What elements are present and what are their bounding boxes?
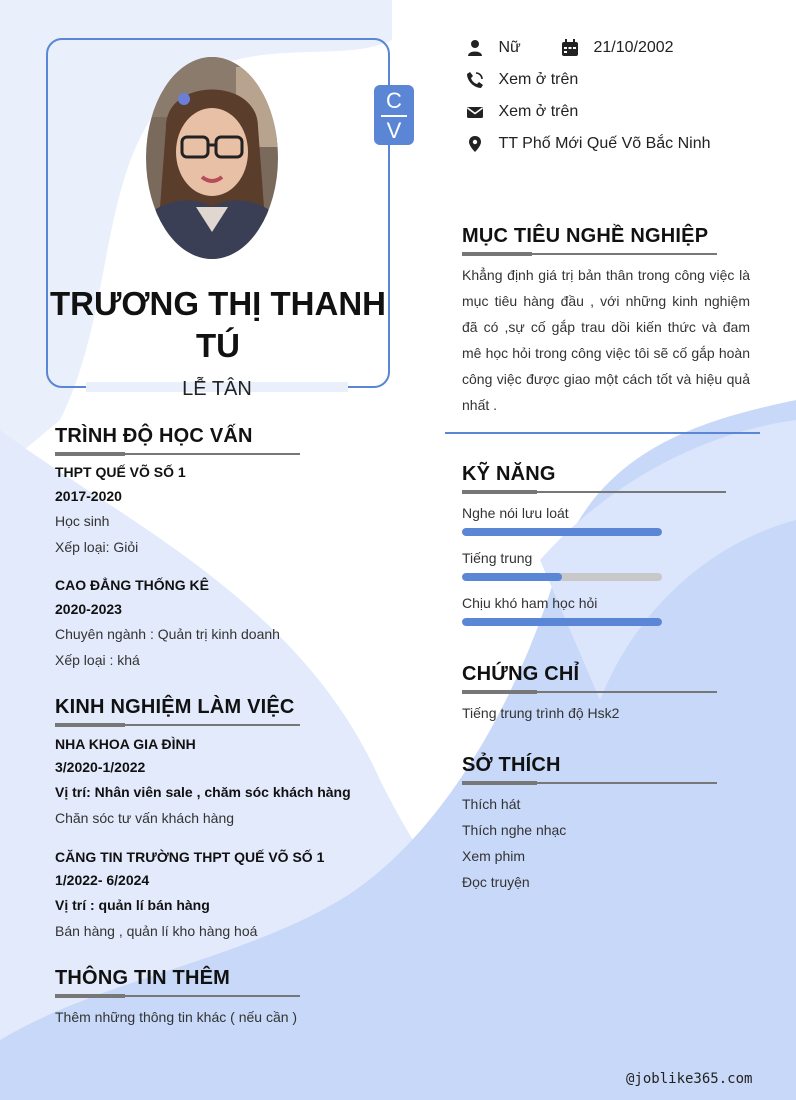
cv-badge (374, 85, 414, 145)
experience-period: 3/2020-1/2022 (55, 759, 146, 775)
skill-name: Nghe nói lưu loát (462, 505, 569, 521)
gender-value: Nữ (498, 39, 521, 56)
candidate-name: TRƯƠNG THỊ THANH TÚ (50, 285, 386, 364)
calendar-icon (561, 39, 579, 57)
objective-title: MỤC TIÊU NGHỀ NGHIỆP (462, 225, 709, 247)
experience-underline (55, 724, 300, 726)
contact-phone (466, 69, 578, 91)
phone-value: Xem ở trên (498, 71, 579, 88)
footer-handle: @joblike365.com (626, 1071, 753, 1087)
experience-position: Vị trí: Nhân viên sale , chăm sóc khách hàng (55, 784, 351, 800)
extra-underline (55, 995, 300, 997)
profile-photo (146, 57, 278, 259)
extra-title: THÔNG TIN THÊM (55, 967, 231, 989)
education-detail: Chuyên ngành : Quản trị kinh doanh (55, 626, 280, 642)
education-grade: Xếp loại: Giỏi (55, 539, 139, 555)
cv-badge-bottom: V (386, 118, 402, 143)
contact-email (466, 101, 578, 123)
objective-text: Khẳng định giá trị bản thân trong công việc là mục tiêu hàng đầu , với những kinh nghiệm đã có ,sự cố gắp trau dồi kiến thức và đam mê học hỏi trong công việc tôi sẽ cố gắp hoàn công việc được giao một cách tốt và hiệu quả nhất . (462, 267, 750, 413)
objective-underline (462, 253, 717, 255)
education-title: TRÌNH ĐỘ HỌC VẤN (55, 425, 253, 447)
experience-company: CĂNG TIN TRƯỜNG THPT QUẾ VÕ SỐ 1 (55, 849, 325, 865)
skill-name: Chịu khó ham học hỏi (462, 595, 598, 611)
envelope-icon (466, 103, 484, 121)
right-column-divider (445, 432, 760, 434)
hobby-item: Thích nghe nhạc (462, 822, 567, 838)
extra-text: Thêm những thông tin khác ( nếu cần ) (55, 1009, 298, 1025)
education-underline (55, 453, 300, 455)
phone-icon (466, 71, 484, 89)
hobby-item: Thích hát (462, 796, 521, 812)
education-grade: Xếp loại : khá (55, 652, 140, 668)
hobbies-underline (462, 782, 717, 784)
experience-title: KINH NGHIỆM LÀM VIỆC (55, 696, 295, 718)
dob-value: 21/10/2002 (593, 39, 674, 56)
education-period: 2017-2020 (55, 488, 122, 504)
skill-level-bar (462, 573, 662, 581)
experience-desc: Bán hàng , quản lí kho hàng hoá (55, 923, 258, 939)
user-icon (466, 39, 484, 57)
hobby-item: Xem phim (462, 848, 526, 864)
skills-underline (462, 491, 726, 493)
email-value: Xem ở trên (498, 103, 579, 120)
experience-position: Vị trí : quản lí bán hàng (55, 897, 210, 913)
skill-level-bar (462, 618, 662, 626)
hobbies-title: SỞ THÍCH (462, 754, 561, 776)
education-period: 2020-2023 (55, 601, 122, 617)
experience-desc: Chăn sóc tư vấn khách hàng (55, 810, 235, 826)
education-detail: Học sinh (55, 513, 110, 529)
address-value: TT Phố Mới Quế Võ Bắc Ninh (498, 135, 711, 152)
experience-period: 1/2022- 6/2024 (55, 872, 150, 888)
contact-dob (561, 37, 674, 59)
cv-badge-divider (381, 115, 407, 117)
certificates-underline (462, 691, 717, 693)
experience-company: NHA KHOA GIA ĐÌNH (55, 736, 196, 752)
contact-gender (466, 37, 521, 59)
contact-address (466, 133, 711, 155)
skill-name: Tiếng trung (462, 550, 533, 566)
skill-level-bar (462, 528, 662, 536)
education-school: THPT QUẾ VÕ SỐ 1 (55, 464, 186, 480)
skills-title: KỸ NĂNG (462, 463, 556, 485)
education-school: CAO ĐẲNG THỐNG KÊ (55, 577, 209, 593)
location-pin-icon (466, 135, 484, 153)
hobby-item: Đọc truyện (462, 874, 530, 890)
cv-badge-top: C (386, 88, 402, 113)
candidate-role: LỄ TÂN (182, 378, 252, 400)
certificates-title: CHỨNG CHỈ (462, 663, 580, 685)
certificate-item: Tiếng trung trình độ Hsk2 (462, 705, 620, 721)
